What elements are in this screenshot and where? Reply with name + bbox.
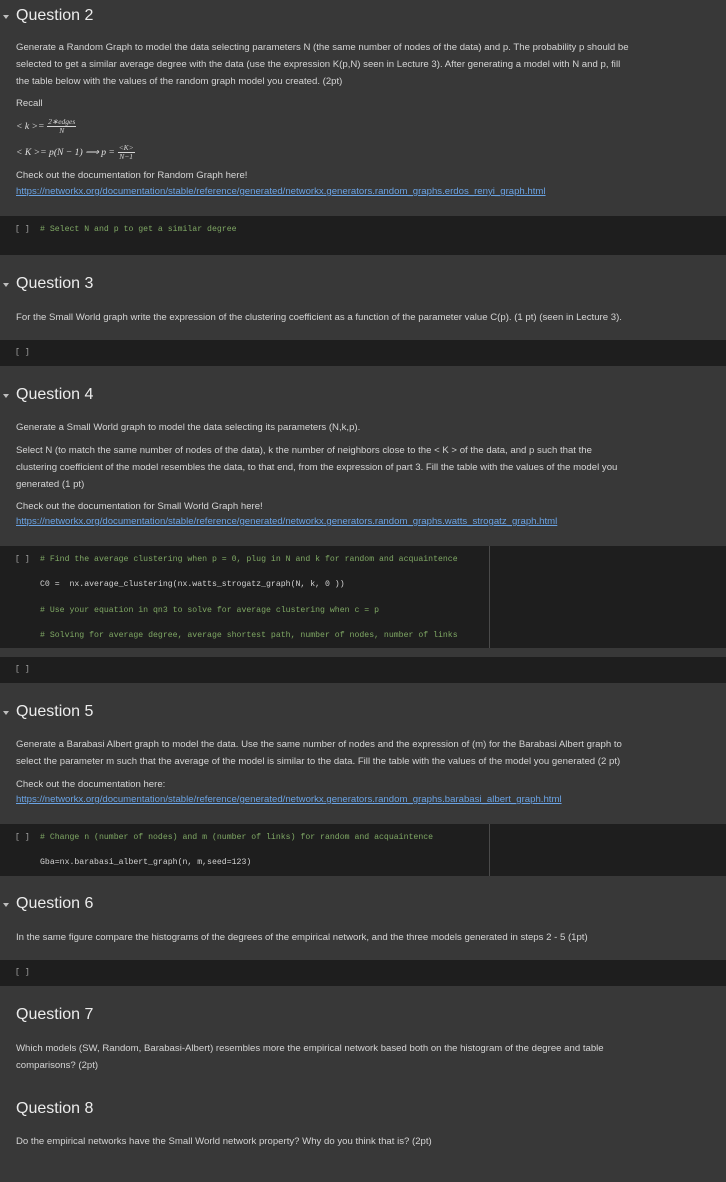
doc-text: Check out the documentation for Small World Graph here! [16, 501, 263, 512]
run-cell-bracket[interactable]: [ ] [15, 348, 30, 357]
doc-text: Check out the documentation for Random Graph here! [16, 170, 248, 181]
collapse-caret-icon[interactable] [3, 903, 9, 907]
q4-text-line: Generate a Small World graph to model the data selecting its parameters (N,k,p). [16, 422, 361, 433]
question-6-heading: Question 6 [16, 895, 94, 912]
run-cell-bracket[interactable]: [ ] [15, 555, 30, 564]
doc-link-erdos-renyi[interactable]: https://networkx.org/documentation/stable/reference/generated/networkx.generators.random_graphs.erdos_renyi_graph.html [16, 186, 546, 197]
question-8-heading: Question 8 [16, 1100, 94, 1117]
code-comment: # Change n (number of nodes) and m (number of links) for random and acquaintence [40, 833, 434, 842]
collapse-caret-icon[interactable] [3, 394, 9, 398]
ruler-line [489, 824, 490, 876]
q2-text-line: the table below with the values of the random graph model you created. (2pt) [16, 76, 343, 87]
q5-text-line: select the parameter m such that the average of the model is similar to the data. Fill the table with the values of the model you generated (2 pt) [16, 756, 621, 767]
q4-text-line: clustering coefficient of the model resembles the data, to that end, from the expression of part 3. Fill the table with the values of the model you [16, 462, 618, 473]
collapse-caret-icon[interactable] [3, 711, 9, 715]
formula-fraction: $\frac{<K>}{N-1}$ [118, 143, 134, 161]
code-cell[interactable] [0, 824, 726, 876]
formula-average-degree [16, 118, 76, 136]
formula-lhs: < K >= p(N − 1) ⟹ p = [16, 147, 115, 159]
formula-fraction: $\frac{\text{2∗edges}}{N}$ [48, 117, 76, 135]
code-cell[interactable] [0, 960, 726, 986]
doc-text: Check out the documentation here: [16, 779, 166, 790]
formula-probability [16, 144, 135, 162]
q8-text: Do the empirical networks have the Small World network property? Why do you think that is? (2pt) [16, 1136, 432, 1147]
question-7-heading: Question 7 [16, 1006, 94, 1023]
question-5-heading: Question 5 [16, 703, 94, 720]
q4-text-line: Select N (to match the same number of nodes of the data), k the number of neighbors close to the < K > of the data, and p such that the [16, 445, 592, 456]
q7-text-line: Which models (SW, Random, Barabasi-Albert) resembles more the empirical network based both on the histogram of the degree and table [16, 1043, 604, 1054]
code-comment: # Find the average clustering when p = 0, plug in N and k for random and acquaintence [40, 555, 458, 564]
q3-text: For the Small World graph write the expression of the clustering coefficient as a function of the parameter value C(p). (1 pt) (seen in Lecture 3). [16, 312, 622, 323]
collapse-caret-icon[interactable] [3, 15, 9, 19]
code-cell[interactable] [0, 340, 726, 366]
question-3-heading: Question 3 [16, 275, 94, 292]
code-cell[interactable] [0, 546, 726, 648]
code-comment: # Use your equation in qn3 to solve for average clustering when c = p [40, 606, 380, 615]
q5-text-line: Generate a Barabasi Albert graph to model the data. Use the same number of nodes and the expression of (m) for the Barabasi Albert graph to [16, 739, 622, 750]
run-cell-bracket[interactable]: [ ] [15, 225, 30, 234]
question-2-heading: Question 2 [16, 7, 94, 24]
doc-link-watts-strogatz[interactable]: https://networkx.org/documentation/stable/reference/generated/networkx.generators.random_graphs.watts_strogatz_graph.html [16, 516, 558, 527]
q6-text: In the same figure compare the histograms of the degrees of the empirical network, and the three models generated in steps 2 - 5 (1pt) [16, 932, 588, 943]
ruler-line [489, 546, 490, 648]
run-cell-bracket[interactable]: [ ] [15, 833, 30, 842]
code-comment: # Select N and p to get a similar degree [40, 225, 237, 234]
code-comment: # Solving for average degree, average shortest path, number of nodes, number of links [40, 631, 458, 640]
formula-lhs: < k >= [16, 121, 45, 133]
recall-label: Recall [16, 98, 43, 109]
q4-text-line: generated (1 pt) [16, 479, 85, 490]
q2-text-line: selected to get a similar average degree with the data (use the expression K(p,N) seen in Lecture 3). After generating a model with N and p, fill [16, 59, 621, 70]
code-line: Gba=nx.barabasi_albert_graph(n, m,seed=123) [40, 858, 252, 867]
collapse-caret-icon[interactable] [3, 283, 9, 287]
code-cell[interactable] [0, 657, 726, 683]
question-4-heading: Question 4 [16, 386, 94, 403]
q2-text-line: Generate a Random Graph to model the data selecting parameters N (the same number of nodes of the data) and p. The probability p should be [16, 42, 629, 53]
doc-link-barabasi-albert[interactable]: https://networkx.org/documentation/stable/reference/generated/networkx.generators.random_graphs.barabasi_albert_graph.html [16, 794, 562, 805]
run-cell-bracket[interactable]: [ ] [15, 665, 30, 674]
q7-text-line: comparisons? (2pt) [16, 1060, 99, 1071]
run-cell-bracket[interactable]: [ ] [15, 968, 30, 977]
code-cell[interactable] [0, 216, 726, 255]
code-line: C0 = nx.average_clustering(nx.watts_strogatz_graph(N, k, 0 )) [40, 580, 345, 589]
